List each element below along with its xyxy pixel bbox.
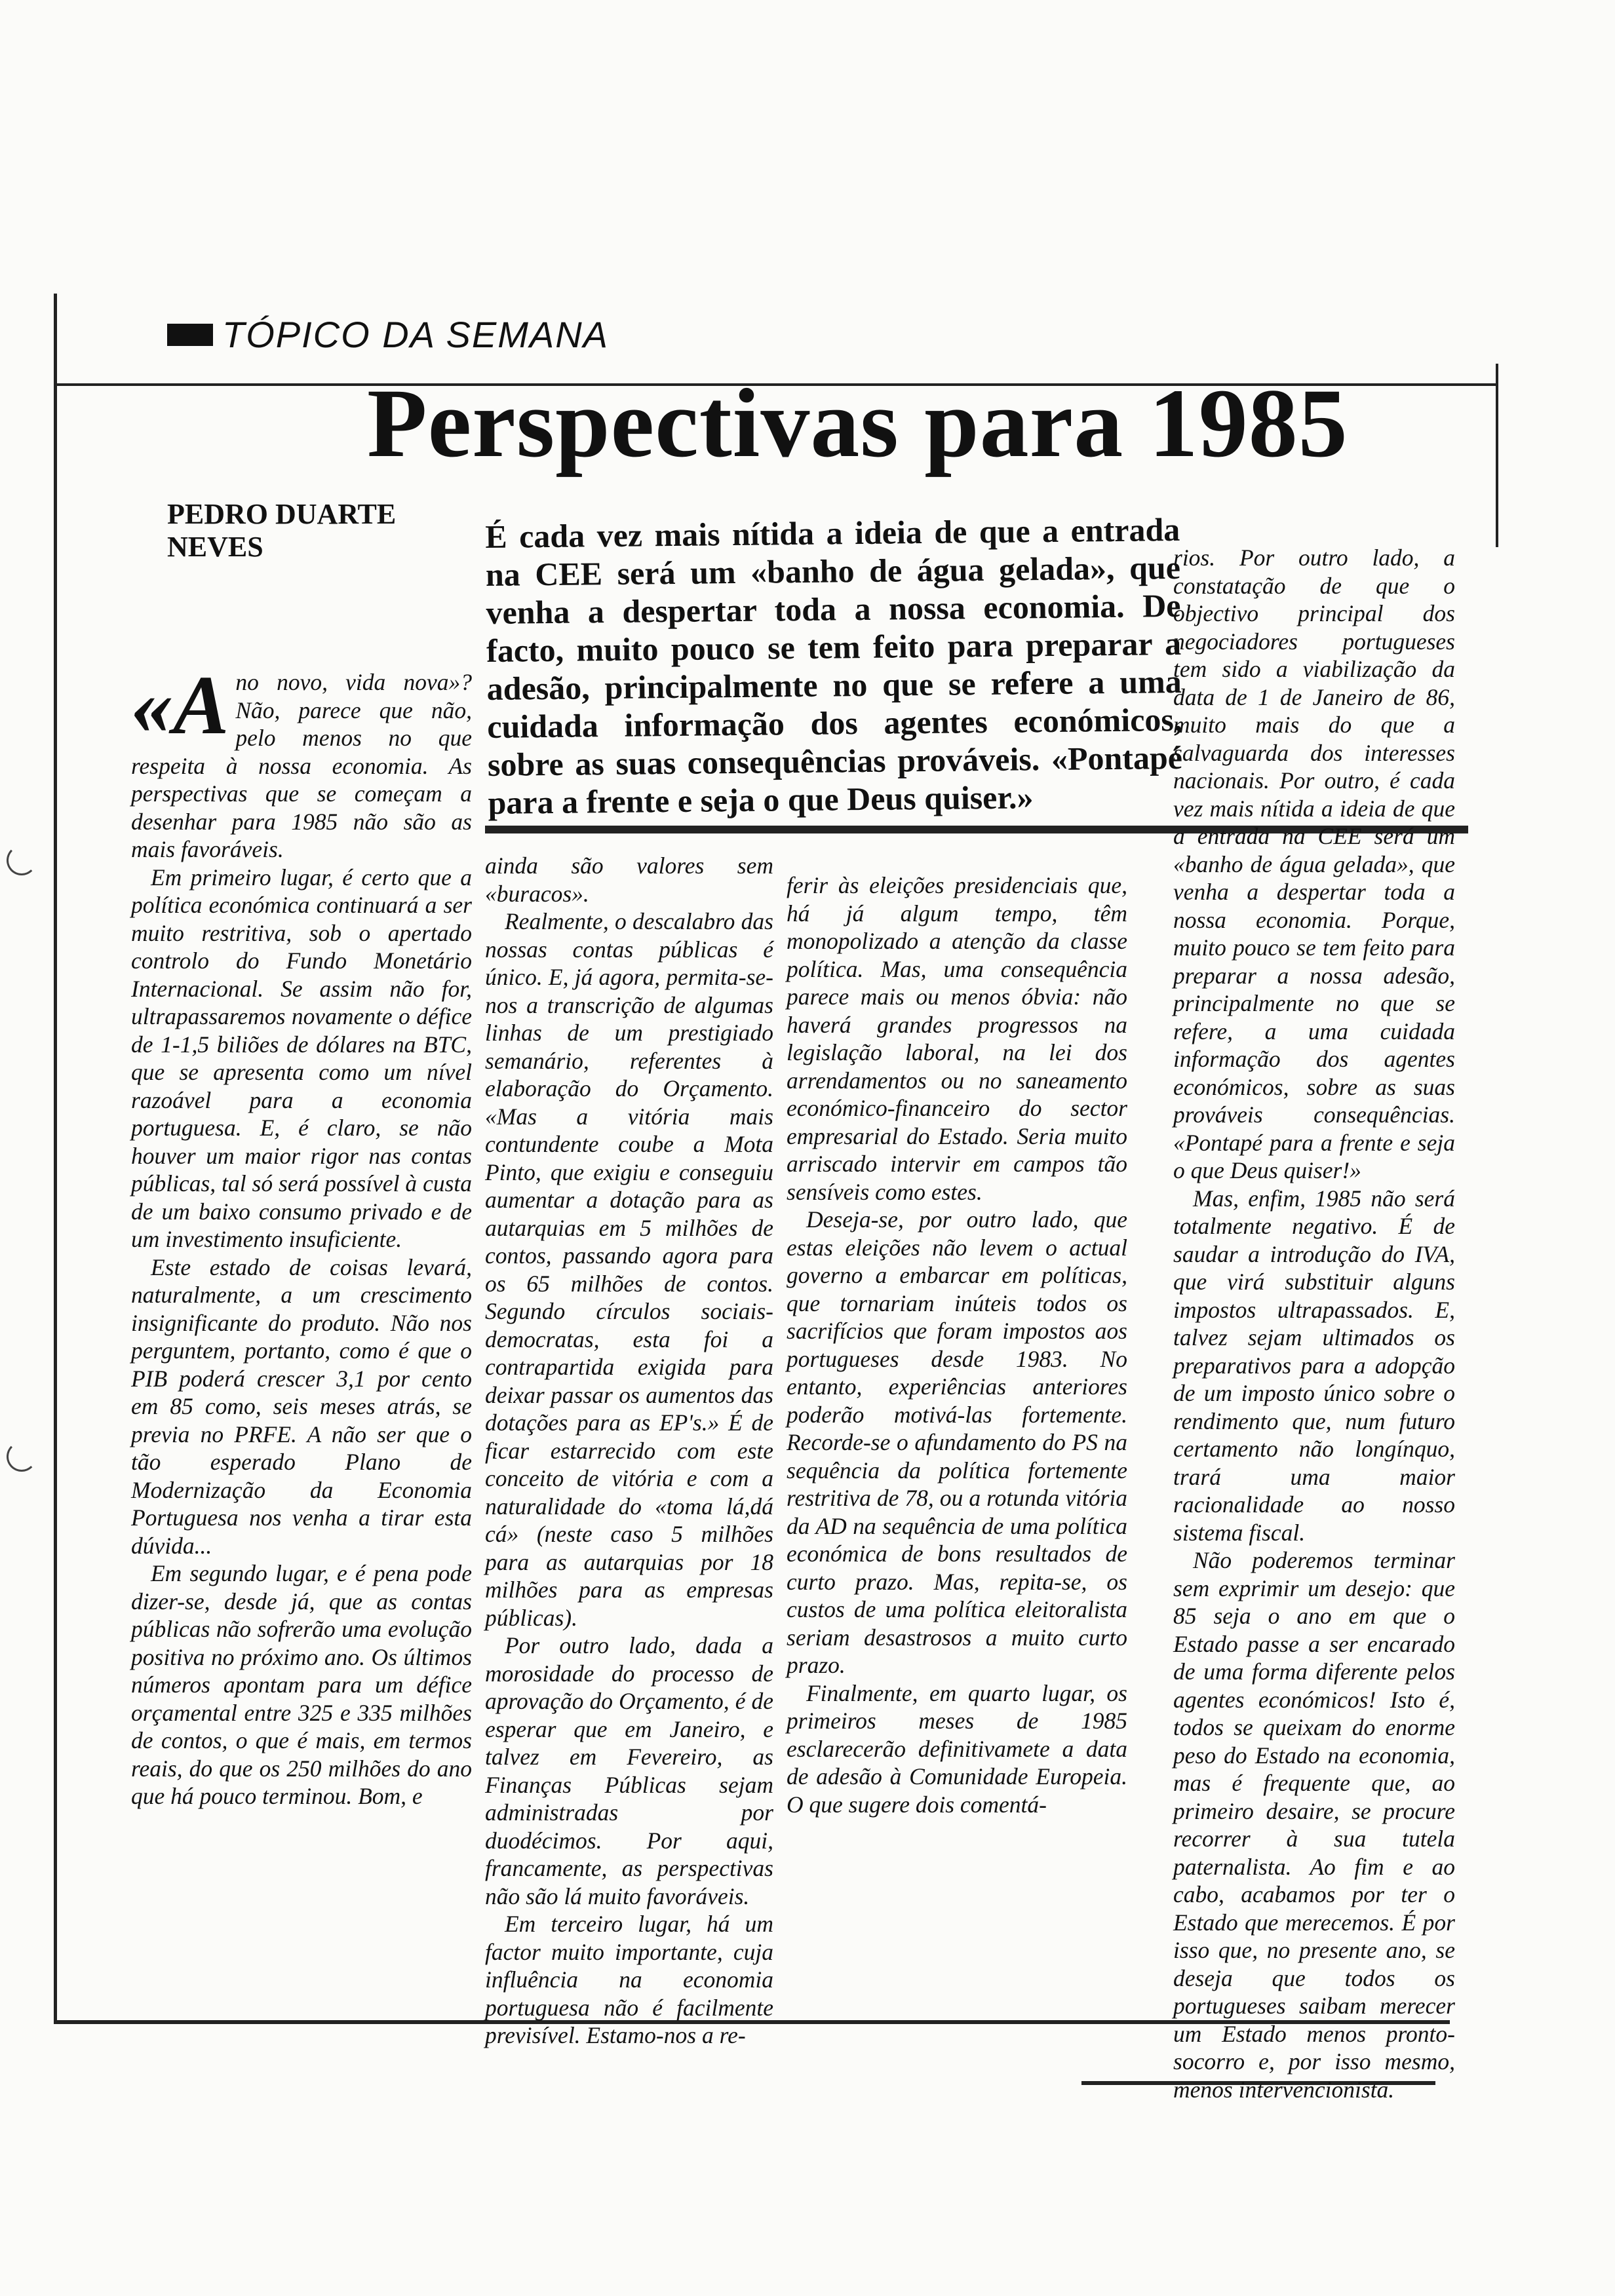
- punch-hole-mark: [7, 845, 37, 875]
- column-1-paragraph-3: Este estado de coisas levará, naturalmente, a um crescimento insignificante do produto. Não nos perguntem, portanto, como é que o PIB poderá crescer 3,1 por cento em 85 como, seis meses atrás, se previa no PRFE. A não ser que o tão esperado Plano de Modernização da Economia Portuguesa nos venha a tirar esta dúvida...: [131, 1253, 472, 1559]
- drop-cap: «A: [131, 659, 229, 752]
- column-2-paragraph-2: Realmente, o descalabro das nossas contas públicas é único. E, já agora, permita-se-nos a transcrição de algumas linhas de um prestigiado semanário, referentes à elaboração do Orçamento. «Mas a vitória mais contundente coube a Mota Pinto, que exigiu e conseguiu aumentar a dotação para as autarquias em 5 milhões de contos, passando agora para os 65 milhões de contos. Segundo círculos sociais-democratas, esta foi a contrapartida exigida para deixar passar os aumentos das dotações para as EP's.» É de ficar estarrecido com este conceito de vitória e com a naturalidade do «toma lá,dá cá» (neste caso 5 milhões para as autarquias por 18 milhões para as empresas públicas).: [485, 908, 773, 1631]
- header-rule-right: [1496, 364, 1498, 547]
- article-column-3: [787, 871, 1127, 1818]
- column-1-paragraph-4: Em segundo lugar, e é pena pode dizer-se, desde já, que as contas públicas não sofrerão uma evolução positiva no próximo ano. Os últimos números apontam para um défice orçamental entre 325 e 335 milhões de contos, o que é mais, em termos reais, do que os 250 milhões do ano que há pouco terminou. Bom, e: [131, 1560, 472, 1809]
- author-byline: [167, 498, 403, 564]
- lead-paragraph: É cada vez mais nítida a ideia de que a entrada na CEE será um «banho de água gelada», que venha a despertar toda a nossa economia. De facto, muito pouco se tem feito para preparar a adesão, principalmente no que se refere a uma cuidada informação dos agentes económicos, sobre as suas consequências prováveis. «Pontapé para a frente e seja o que Deus quiser.»: [485, 510, 1183, 821]
- column-3-paragraph-1: ferir às eleições presidenciais que, há já algum tempo, têm monopolizado a atenção da classe política. Mas, uma consequência parece mais ou menos óbvia: não haverá grandes progressos na legislação laboral, na lei dos arrendamentos ou no saneamento económico-financeiro do sector empresarial do Estado. Seria muito arriscado intervir em campos tão sensíveis como estes.: [787, 872, 1127, 1205]
- section-square-icon: [167, 324, 213, 346]
- column-4-paragraph-2: Mas, enfim, 1985 não será totalmente negativo. É de saudar a introdução do IVA, que virá substituir alguns impostos ultrapassados. E, talvez sejam ultimados os preparativos para a adopção de um imposto único sobre o rendimento que, num futuro certamento não longínquo, trará uma maior racionalidade ao nosso sistema fiscal.: [1173, 1185, 1455, 1546]
- column-1-paragraph-1: [131, 659, 472, 864]
- column-2-paragraph-4: Em terceiro lugar, há um factor muito importante, cuja influência na economia portuguesa não é facilmente previsível. Estamo-nos a re-: [485, 1911, 773, 2048]
- punch-hole-mark: [7, 1442, 37, 1472]
- column-1-paragraph-1-text: no novo, vida nova»? Não, parece que não, pelo menos no que respeita à nossa economia. As perspectivas que se começam a desenhar para 1985 não são as mais favoráveis.: [131, 669, 472, 862]
- column-4-paragraph-1: rios. Por outro lado, a constatação de que o objectivo principal dos negociadores portugueses tem sido a viabilização da data de 1 de Janeiro de 86, muito mais do que a salvaguarda dos interesses nacionais. Por outro, é cada vez mais nítida a ideia de que a entrada na CEE será um «banho de água gelada», que venha a despertar toda a nossa economia. Porque, muito pouco se tem feito para preparar a nossa adesão, principalmente no que se refere, a uma cuidada informação dos agentes económicos, sobre as suas prováveis consequências. «Pontapé para a frente e seja o que Deus quiser!»: [1173, 545, 1455, 1183]
- article-column-4: [1173, 544, 1455, 2103]
- article-column-1: [131, 659, 472, 1810]
- article-frame-left-rule: [54, 294, 57, 2020]
- column-3-paragraph-3: Finalmente, em quarto lugar, os primeiros meses de 1985 esclarecerão definitivamete a data de adesão à Comunidade Europeia. O que sugere dois comentá-: [787, 1679, 1127, 1818]
- column-3-paragraph-2: Deseja-se, por outro lado, que estas eleições não levem o actual governo a embarcar em políticas, que tornariam inúteis todos os sacrifícios que foram impostos aos portugueses desde 1983. No entanto, experiências anteriores poderão motivá-las fortemente. Recorde-se o afundamento do PS na sequência da política fortemente restritiva de 78, ou a rotunda vitória da AD na sequência de uma política económica de bons resultados de curto prazo. Mas, repita-se, os custos de uma política eleitoralista seriam desastrosos a muito curto prazo.: [787, 1206, 1127, 1678]
- column-2-paragraph-1: ainda são valores sem «buracos».: [485, 852, 773, 907]
- author-name-line-2: NEVES: [167, 531, 263, 563]
- author-name-line-1: PEDRO DUARTE: [167, 498, 397, 530]
- section-label-text: TÓPICO DA SEMANA: [222, 314, 610, 355]
- article-column-2: [485, 852, 773, 2050]
- section-label: [167, 313, 609, 356]
- column-2-paragraph-3: Por outro lado, dada a morosidade do processo de aprovação do Orçamento, é de esperar que em Janeiro, e talvez em Fevereiro, as Finanças Públicas sejam administradas por duodécimos. Por aqui, francamente, as perspectivas não são lá muito favoráveis.: [485, 1632, 773, 1909]
- column-4-paragraph-3: Não poderemos terminar sem exprimir um desejo: que 85 seja o ano em que o Estado passe a ser encarado de uma forma diferente pelos agentes económicos! Isto é, todos se queixam do enorme peso do Estado na economia, mas é frequente que, ao primeiro desaire, se procure recorrer à sua tutela paternalista. Ao fim e ao cabo, acabamos por ter o Estado que merecemos. É por isso que, no presente ano, se deseja que todos os portugueses saibam merecer um Estado menos pronto-socorro e, por isso mesmo, menos intervencionista.: [1173, 1547, 1455, 2103]
- article-headline: Perspectivas para 1985: [367, 369, 1348, 478]
- column-1-paragraph-2: Em primeiro lugar, é certo que a política económica continuará a ser muito restritiva, sob o apertado controlo do Fundo Monetário Internacional. Se assim não for, ultrapassaremos novamente o défice de 1-1,5 biliões de dólares na BTC, que se apresenta como um nível razoável para a economia portuguesa. E, é claro, se não houver um maior rigor nas contas públicas, tal só será possível à custa de um baixo consumo privado e de um investimento insuficiente.: [131, 864, 472, 1252]
